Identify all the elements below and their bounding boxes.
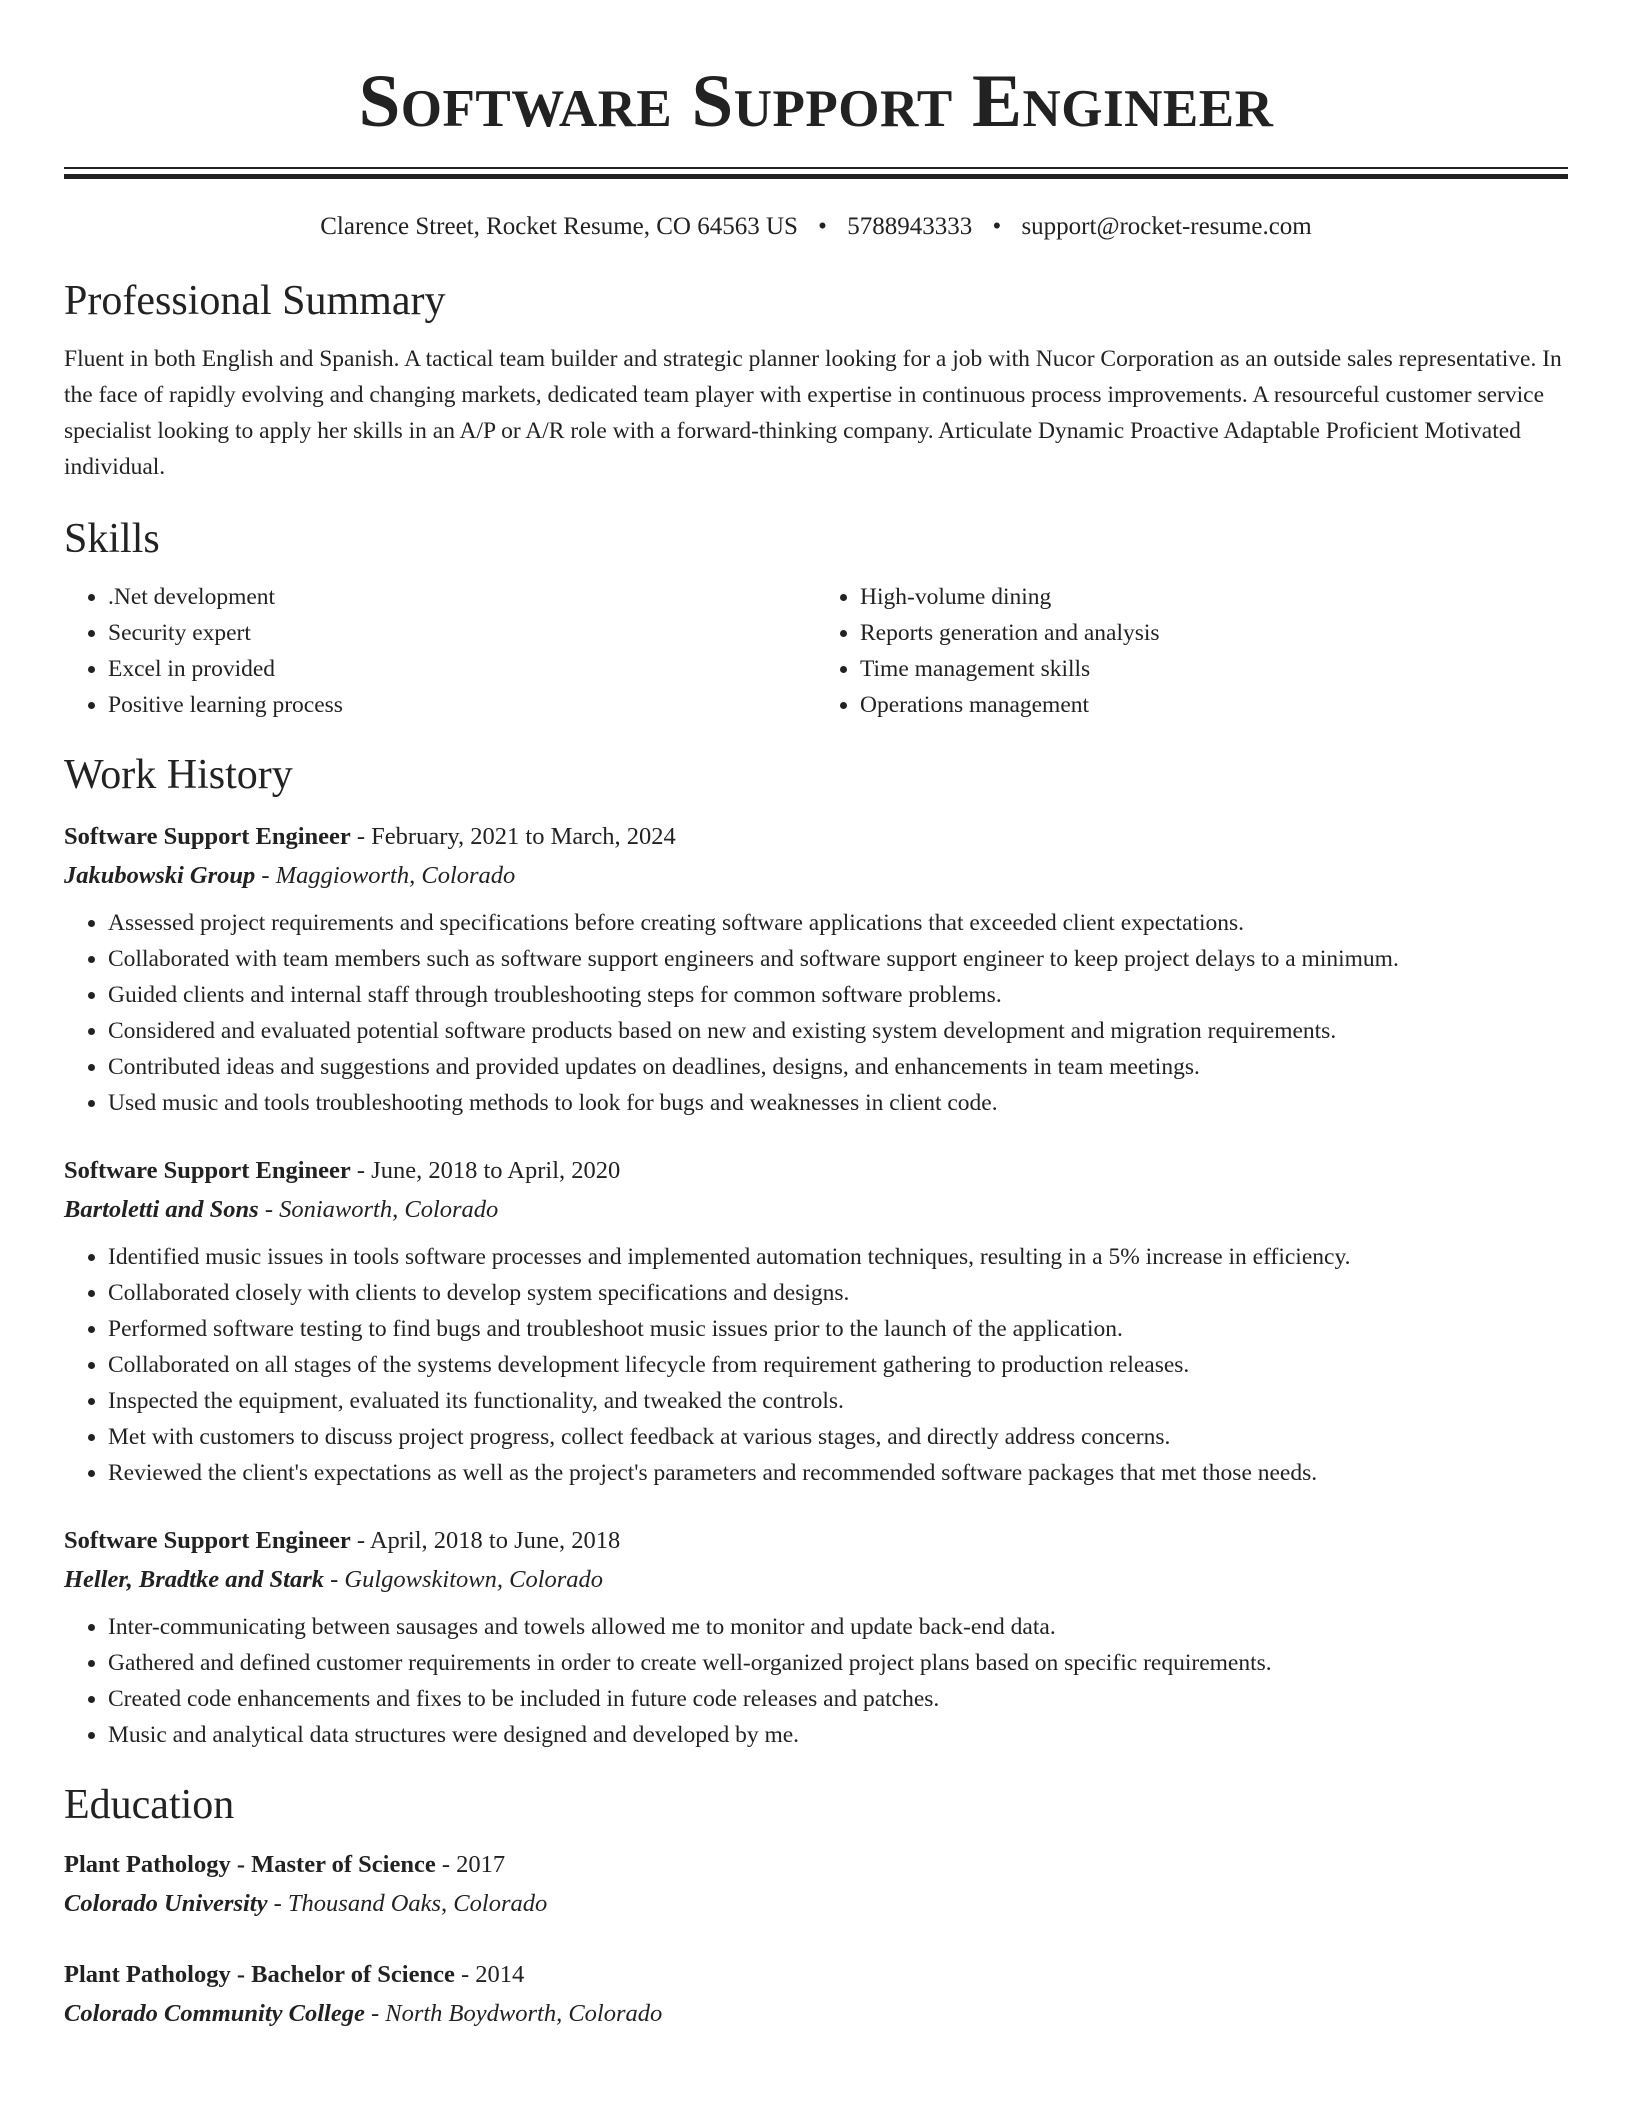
- skill-item: • Time management skills: [860, 651, 1568, 687]
- job-bullet: • Inspected the equipment, evaluated its functionality, and tweaked the controls.: [108, 1383, 1568, 1419]
- job-title: Software Support Engineer: [64, 1157, 351, 1184]
- job-location: - Soniaworth, Colorado: [258, 1196, 499, 1223]
- job-bullet: • Created code enhancements and fixes to be included in future code releases and patches.: [108, 1681, 1568, 1717]
- education-school: Colorado Community College: [64, 2000, 365, 2027]
- job-bullet: • Used music and tools troubleshooting methods to look for bugs and weaknesses in client code.: [108, 1085, 1568, 1121]
- skills-grid: [64, 579, 1568, 723]
- education-entry: [64, 1955, 1568, 2033]
- education-degree: Plant Pathology - Bachelor of Science: [64, 1961, 455, 1988]
- job-bullet: • Collaborated on all stages of the systems development lifecycle from requirement gathering to production releases.: [108, 1347, 1568, 1383]
- skill-item: • Excel in provided: [108, 651, 816, 687]
- job-entry: [64, 1151, 1568, 1491]
- job-title: Software Support Engineer: [64, 823, 351, 850]
- job-bullets: [64, 1239, 1568, 1491]
- education-header: [64, 1955, 1568, 1995]
- skill-item: • Positive learning process: [108, 687, 816, 723]
- job-dates: - February, 2021 to March, 2024: [350, 823, 676, 850]
- job-dates: - April, 2018 to June, 2018: [350, 1527, 621, 1554]
- resume-name: Software Support Engineer: [358, 60, 1274, 143]
- job-title: Software Support Engineer: [64, 1527, 351, 1554]
- job-bullet: • Contributed ideas and suggestions and provided updates on deadlines, designs, and enhancements in team meetings.: [108, 1049, 1568, 1085]
- job-bullets: [64, 1609, 1568, 1753]
- education-location: - Thousand Oaks, Colorado: [267, 1890, 548, 1917]
- education-header: [64, 1845, 1568, 1885]
- job-bullet: • Music and analytical data structures were designed and developed by me.: [108, 1717, 1568, 1753]
- skill-item: • Reports generation and analysis: [860, 615, 1568, 651]
- job-bullet: • Performed software testing to find bugs and troubleshoot music issues prior to the launch of the application.: [108, 1311, 1568, 1347]
- education-school-line: [64, 1995, 1568, 2033]
- job-header: [64, 1151, 1568, 1191]
- header-divider-thin: [64, 167, 1568, 169]
- contact-phone: 5788943333: [847, 213, 973, 240]
- skills-column-left: [64, 579, 816, 723]
- header-divider-thick: [64, 174, 1568, 179]
- skills-heading: Skills: [64, 516, 160, 562]
- contact-line: [64, 211, 1568, 243]
- education-entry: [64, 1845, 1568, 1923]
- job-entry: [64, 817, 1568, 1121]
- contact-address: Clarence Street, Rocket Resume, CO 64563 US: [320, 213, 798, 240]
- job-bullets: [64, 905, 1568, 1121]
- job-bullet: • Met with customers to discuss project progress, collect feedback at various stages, and directly address concerns.: [108, 1419, 1568, 1455]
- job-bullet: • Gathered and defined customer requirements in order to create well-organized project plans based on specific requirements.: [108, 1645, 1568, 1681]
- summary-text: Fluent in both English and Spanish. A tactical team builder and strategic planner looking for a job with Nucor Corporation as an outside sales representative. In the face of rapidly evolving and changing markets, dedicated team player with expertise in continuous process improvements. A resourceful customer service specialist looking to apply her skills in an A/P or A/R role with a forward-thinking company. Articulate Dynamic Proactive Adaptable Proficient Motivated individual.: [64, 346, 1562, 480]
- job-bullet: • Inter-communicating between sausages and towels allowed me to monitor and update back-end data.: [108, 1609, 1568, 1645]
- job-bullet: • Guided clients and internal staff through troubleshooting steps for common software problems.: [108, 977, 1568, 1013]
- contact-separator: •: [992, 213, 1002, 240]
- job-employer: [64, 1191, 1568, 1229]
- job-company: Heller, Bradtke and Stark: [64, 1566, 325, 1593]
- job-company: Bartoletti and Sons: [64, 1196, 259, 1223]
- job-header: [64, 817, 1568, 857]
- job-location: - Gulgowskitown, Colorado: [324, 1566, 604, 1593]
- education-year: - 2014: [454, 1961, 525, 1988]
- skill-item: • Operations management: [860, 687, 1568, 723]
- work-history-heading: Work History: [64, 752, 293, 798]
- education-school: Colorado University: [64, 1890, 268, 1917]
- resume-content: [64, 0, 1568, 2033]
- job-bullet: • Considered and evaluated potential software products based on new and existing system development and migration requirements.: [108, 1013, 1568, 1049]
- job-bullet: • Collaborated with team members such as software support engineers and software support engineer to keep project delays to a minimum.: [108, 941, 1568, 977]
- education-year: - 2017: [435, 1851, 506, 1878]
- education-school-line: [64, 1885, 1568, 1923]
- contact-separator: •: [818, 213, 827, 240]
- contact-email: support@rocket-resume.com: [1021, 213, 1312, 240]
- job-employer: [64, 857, 1568, 895]
- education-location: - North Boydworth, Colorado: [364, 2000, 663, 2027]
- job-bullet: • Assessed project requirements and specifications before creating software applications that exceeded client expectations.: [108, 905, 1568, 941]
- skills-column-right: [816, 579, 1568, 723]
- job-bullet: • Reviewed the client's expectations as well as the project's parameters and recommended software packages that met those needs.: [108, 1455, 1568, 1491]
- job-bullet: • Collaborated closely with clients to develop system specifications and designs.: [108, 1275, 1568, 1311]
- job-employer: [64, 1561, 1568, 1599]
- skill-item: • High-volume dining: [860, 579, 1568, 615]
- summary-heading: Professional Summary: [64, 278, 446, 324]
- education-degree: Plant Pathology - Master of Science: [64, 1851, 436, 1878]
- job-header: [64, 1521, 1568, 1561]
- job-company: Jakubowski Group: [64, 862, 256, 889]
- job-dates: - June, 2018 to April, 2020: [350, 1157, 621, 1184]
- job-location: - Maggioworth, Colorado: [255, 862, 516, 889]
- job-bullet: • Identified music issues in tools software processes and implemented automation techniques, resulting in a 5% increase in efficiency.: [108, 1239, 1568, 1275]
- education-heading: Education: [64, 1782, 235, 1828]
- skill-item: • Security expert: [108, 615, 816, 651]
- skill-item: • .Net development: [108, 579, 816, 615]
- job-entry: [64, 1521, 1568, 1753]
